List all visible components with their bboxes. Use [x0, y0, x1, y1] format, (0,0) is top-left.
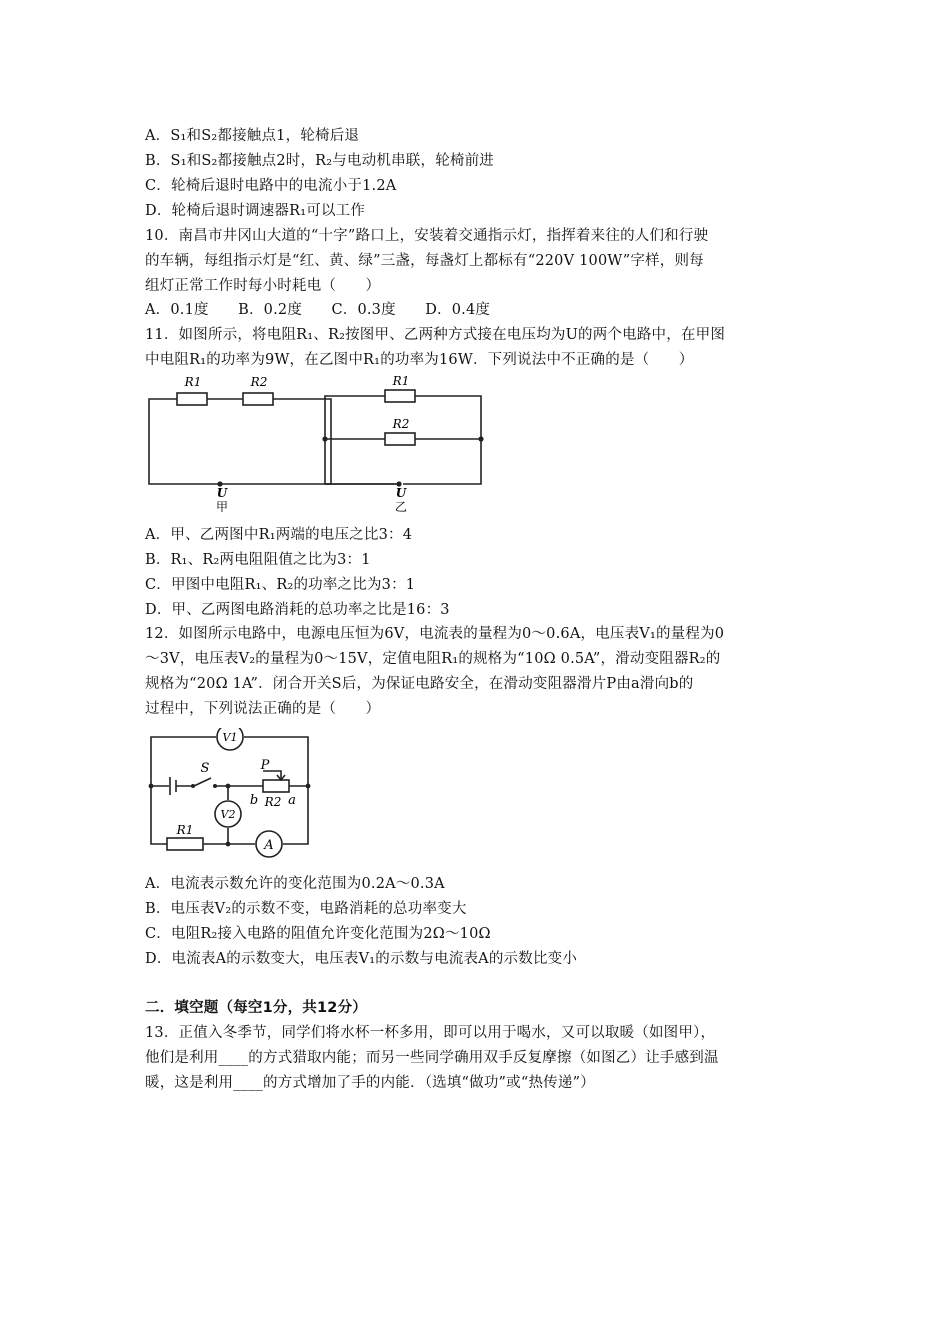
q12-option-d: D．电流表A的示数变大，电压表V₁的示数与电流表A的示数比变小 [145, 951, 578, 967]
q12-fig-voltmeter-v1: V1 [222, 731, 238, 744]
q12-stem-line2: ～3V，电压表V₂的量程为0～15V，定值电阻R₁的规格为“10Ω 0.5A”，滑动变阻器R₂的 [145, 651, 721, 667]
q12-option-a: A．电流表示数允许的变化范围为0.2A～0.3A [145, 876, 445, 892]
q10-stem-line2: 的车辆，每组指示灯是“红、黄、绿”三盏，每盏灯上都标有“220V 100W”字样，则每 [145, 253, 704, 269]
q11-fig-r2-jia: R2 [250, 375, 268, 389]
q12-fig-ammeter: A [264, 838, 274, 853]
q11-option-a: A．甲、乙两图中R₁两端的电压之比3：4 [145, 527, 413, 543]
q12-fig-end-a: a [288, 793, 296, 808]
section2-heading: 二．填空题（每空1分，共12分） [145, 1000, 367, 1016]
q12-stem-line1: 12．如图所示电路中，电源电压恒为6V，电流表的量程为0～0.6A，电压表V₁的量程为0 [145, 626, 725, 642]
q12-option-c: C．电阻R₂接入电路的阻值允许变化范围为2Ω～10Ω [145, 926, 491, 942]
q11-fig-r1-jia: R1 [184, 375, 202, 389]
q11-option-c: C．甲图中电阻R₁、R₂的功率之比为3：1 [145, 577, 416, 593]
q12-stem-line4: 过程中，下列说法正确的是（ ） [145, 701, 381, 717]
q11-option-b: B．R₁、R₂两电阻阻值之比为3：1 [145, 552, 371, 568]
q11-fig-u-yi: U [395, 486, 407, 500]
q9-option-b: B．S₁和S₂都接触点2时，R₂与电动机串联，轮椅前进 [145, 153, 495, 169]
q11-stem-line1: 11．如图所示，将电阻R₁、R₂按图甲、乙两种方式接在电压均为U的两个电路中，在甲图 [145, 327, 726, 343]
q12-stem-line3: 规格为“20Ω 1A”．闭合开关S后，为保证电路安全，在滑动变阻器滑片P由a滑向b的 [145, 676, 694, 692]
q11-stem-line2: 中电阻R₁的功率为9W，在乙图中R₁的功率为16W．下列说法中不正确的是（ ） [145, 352, 694, 368]
q11-fig-u-jia: U [216, 486, 228, 500]
q11-fig-label-yi: 乙 [394, 500, 408, 512]
q13-stem-line3: 暖，这是利用____的方式增加了手的内能．（选填“做功”或“热传递”） [145, 1075, 595, 1091]
q13-stem-line1: 13．正值入冬季节，同学们将水杯一杯多用，即可以用于喝水，又可以取暖（如图甲）， [145, 1025, 716, 1041]
q10-stem-line1: 10．南昌市井冈山大道的“十字”路口上，安装着交通指示灯，指挥着来往的人们和行驶 [145, 228, 709, 244]
q11-fig-label-jia: 甲 [215, 500, 229, 512]
q12-fig-slider-p: P [260, 758, 270, 773]
q13-stem-line2: 他们是利用____的方式猎取内能；而另一些同学确用双手反复摩擦（如图乙）让手感到温 [145, 1050, 719, 1066]
q11-fig-r1-yi: R1 [392, 374, 410, 388]
q12-fig-end-b: b [249, 793, 259, 808]
q9-option-a: A．S₁和S₂都接触点1，轮椅后退 [145, 128, 360, 144]
q11-option-d: D．甲、乙两图电路消耗的总功率之比是16：3 [145, 602, 450, 618]
q12-fig-voltmeter-v2: V2 [220, 808, 236, 821]
q10-options: A．0.1度 B．0.2度 C．0.3度 D．0.4度 [145, 302, 491, 318]
q11-fig-r2-yi: R2 [392, 417, 410, 431]
q11-circuit-figure [143, 372, 493, 512]
q9-option-d: D．轮椅后退时调速器R₁可以工作 [145, 203, 366, 219]
q12-fig-r2: R2 [264, 795, 282, 809]
q12-circuit-figure [143, 728, 313, 860]
q12-fig-switch-s: S [200, 761, 210, 776]
q12-option-b: B．电压表V₂的示数不变，电路消耗的总功率变大 [145, 901, 467, 917]
q10-stem-line3: 组灯正常工作时每小时耗电（ ） [145, 278, 381, 294]
q9-option-c: C．轮椅后退时电路中的电流小于1.2A [145, 178, 397, 194]
q12-fig-r1: R1 [176, 823, 194, 837]
